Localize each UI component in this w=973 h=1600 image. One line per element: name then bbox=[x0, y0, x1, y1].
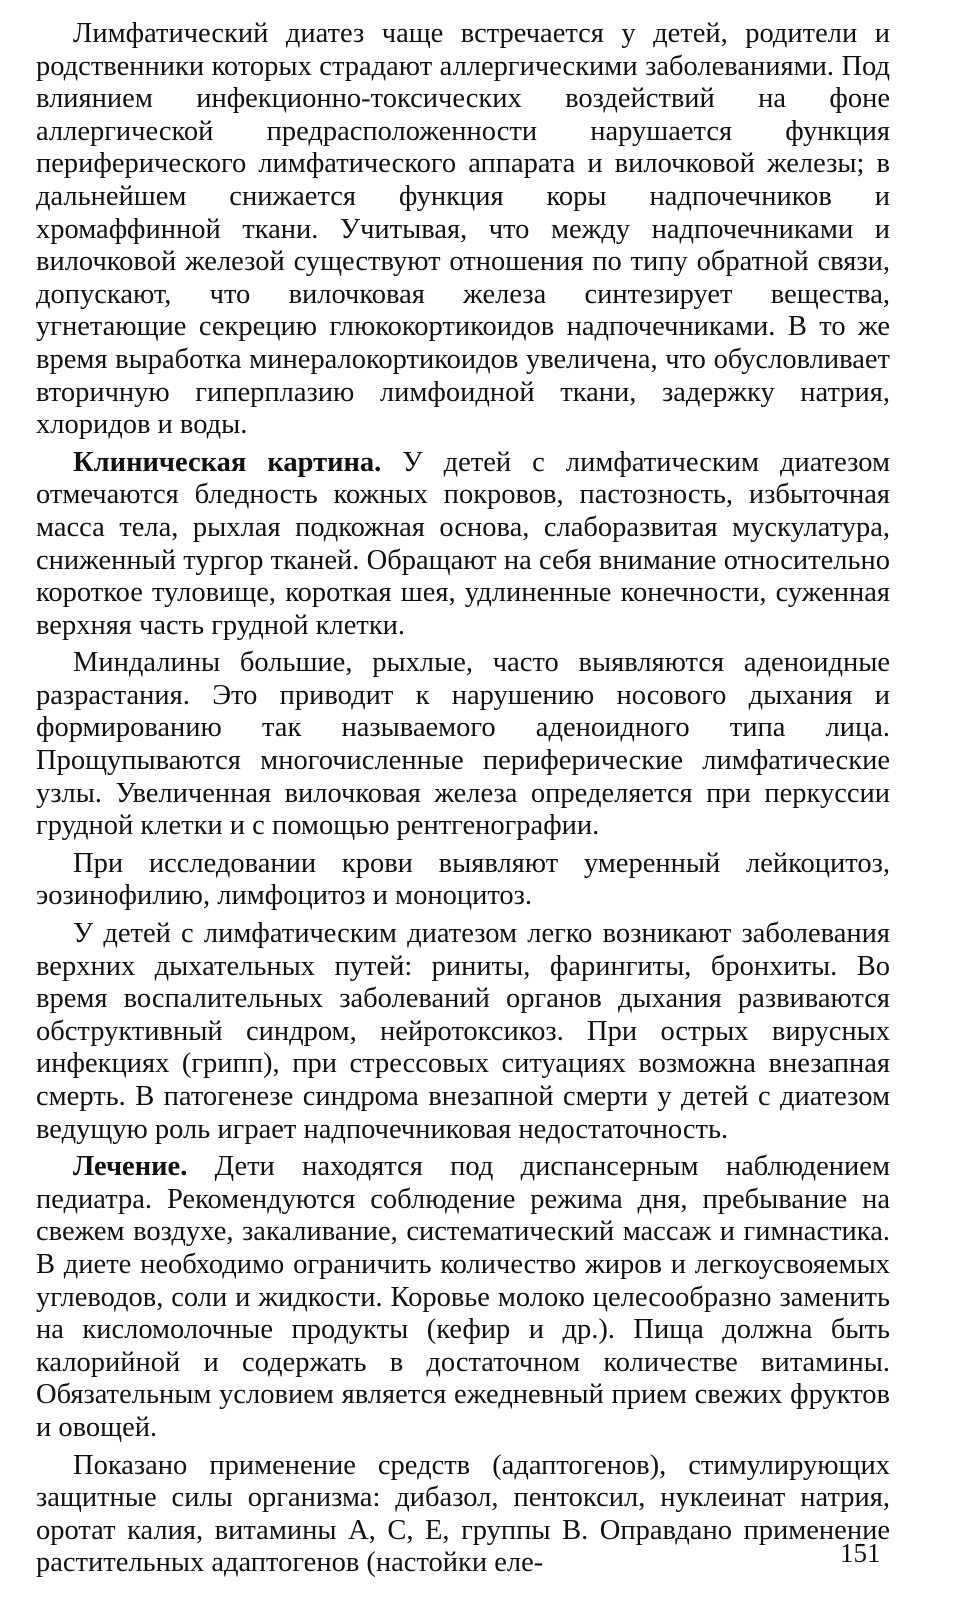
section-heading-treatment: Лечение. bbox=[73, 1151, 188, 1183]
paragraph-intro bbox=[36, 18, 890, 442]
paragraph-text: Миндалины большие, рыхлые, часто выявляются аденоидные разрастания. Это приводит к нарушению носового дыхания и формированию так называемого аденоидного типа лица. Прощупываются многочисленные периферические лимфатические узлы. Увеличенная вилочковая железа определяется при перкуссии грудной клетки и с помощью рентгенографии. bbox=[36, 647, 890, 842]
paragraph-text: У детей с лимфатическим диатезом отмечаются бледность кожных покровов, пастозность, избыточная масса тела, рыхлая подкожная основа, слаборазвитая мускулатура, сниженный тургор тканей. Обращают на себя внимание относительно короткое туловище, короткая шея, удлиненные конечности, суженная верхняя часть грудной клетки. bbox=[36, 446, 890, 641]
paragraph-text: Дети находятся под диспансерным наблюдением педиатра. Рекомендуются соблюдение режима дня, пребывание на свежем воздухе, закаливание, систематический массаж и гимнастика. В диете необходимо ограничить количество жиров и легкоусвояемых углеводов, соли и жидкости. Коровье молоко целесообразно заменить на кисломолочные продукты (кефир и др.). Пища должна быть калорийной и содержать в достаточном количестве витамины. Обязательным условием является ежедневный прием свежих фруктов и овощей. bbox=[36, 1151, 890, 1443]
section-heading-clinical-picture: Клиническая картина. bbox=[73, 446, 382, 478]
page-text bbox=[36, 18, 890, 1585]
paragraph-text: Лимфатический диатез чаще встречается у детей, родители и родственники которых страдают аллергическими заболеваниями. Под влиянием инфекционно-токсических воздействий на фоне аллергической предрасположенности нарушается функция периферического лимфатического аппарата и вилочковой железы; в дальнейшем снижается функция коры надпочечников и хромаффинной ткани. Учитывая, что между надпочечниками и вилочковой железой существуют отношения по типу обратной связи, допускают, что вилочковая железа синтезирует вещества, угнетающие секрецию глюкокортикоидов надпочечниками. В то же время выработка минералокортикоидов увеличена, что обусловливает вторичную гиперплазию лимфоидной ткани, задержку натрия, хлоридов и воды. bbox=[36, 18, 890, 441]
paragraph-treatment bbox=[36, 1151, 890, 1444]
paragraph-text: У детей с лимфатическим диатезом легко возникают заболевания верхних дыхательных путей: риниты, фарингиты, бронхиты. Во время воспалительных заболеваний органов дыхания развиваются обструктивный синдром, нейротоксикоз. При острых вирусных инфекциях (грипп), при стрессовых ситуациях возможна внезапная смерть. В патогенезе синдрома внезапной смерти у детей с диатезом ведущую роль играет надпочечниковая недостаточность. bbox=[36, 918, 890, 1145]
paragraph-blood-test bbox=[36, 848, 890, 913]
paragraph-text: При исследовании крови выявляют умеренный лейкоцитоз, эозинофилию, лимфоцитоз и моноцитоз. bbox=[36, 847, 890, 912]
page-number: 151 bbox=[840, 1538, 881, 1568]
paragraph-complications bbox=[36, 918, 890, 1146]
paragraph-adaptogens bbox=[36, 1450, 890, 1580]
paragraph-tonsils bbox=[36, 647, 890, 843]
paragraph-clinical-picture bbox=[36, 447, 890, 643]
paragraph-text: Показано применение средств (адаптогенов), стимулирующих защитные силы организма: дибазол, пентоксил, нуклеинат натрия, оротат калия, витамины А, С, Е, группы В. Оправдано применение растительных адаптогенов (настойки еле- bbox=[36, 1449, 890, 1579]
